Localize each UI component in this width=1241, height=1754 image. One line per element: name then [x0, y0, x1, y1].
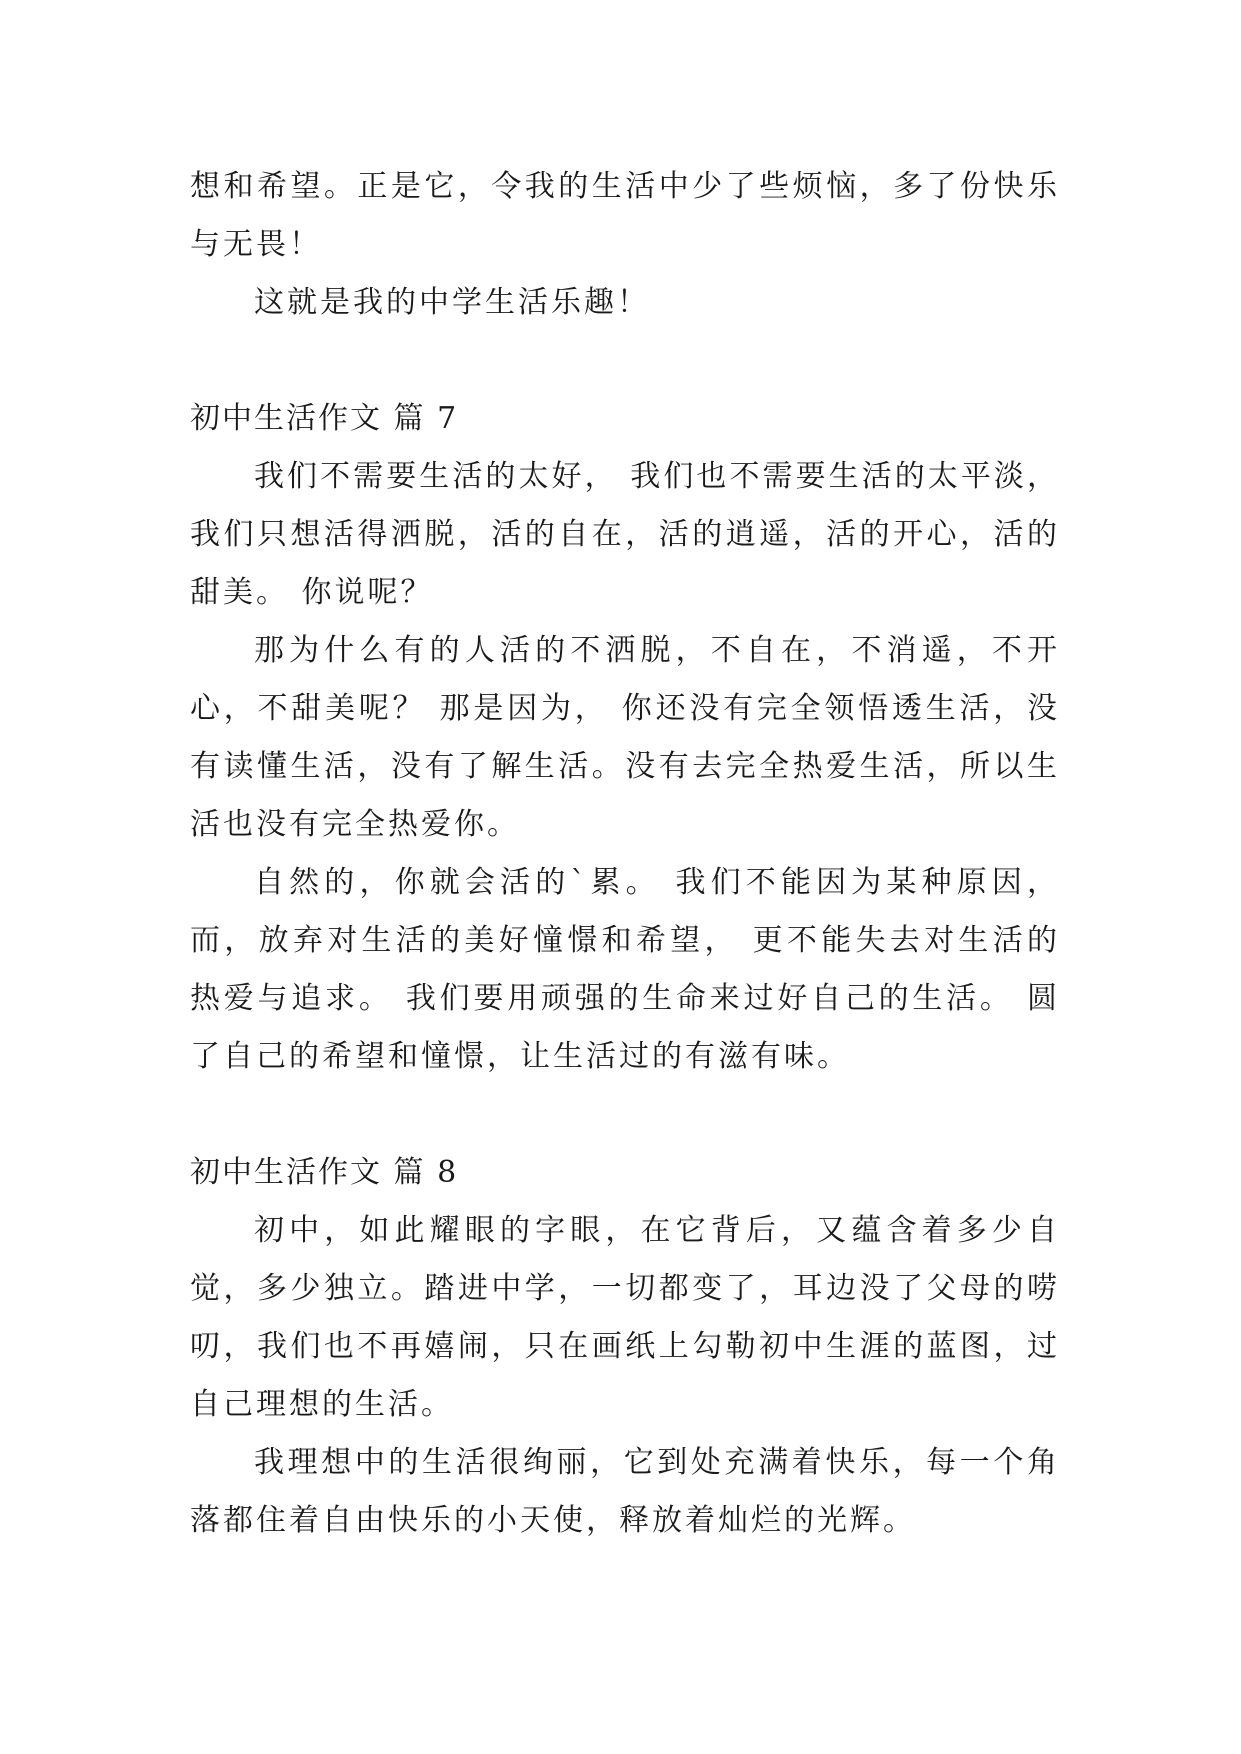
section-heading: 初中生活作文 篇 7: [190, 401, 459, 436]
paragraph: 我理想中的生活很绚丽，它到处充满着快乐，每一个角落都住着自由快乐的小天使，释放着灿烂的光辉。: [190, 1445, 1060, 1538]
paragraph: 初中，如此耀眼的字眼，在它背后，又蕴含着多少自觉，多少独立。踏进中学，一切都变了，耳边没了父母的唠叨，我们也不再嬉闹，只在画纸上勾勒初中生涯的蓝图，过自己理想的生活。: [190, 1213, 1060, 1422]
paragraph: 自然的，你就会活的`累。 我们不能因为某种原因，而，放弃对生活的美好憧憬和希望， 更不能失去对生活的热爱与追求。 我们要用顽强的生命来过好自己的生活。 圆了自己的希望和憧憬，让生活过的有滋有味。: [190, 865, 1060, 1074]
paragraph: 这就是我的中学生活乐趣！: [254, 285, 650, 320]
paragraph: 我们不需要生活的太好， 我们也不需要生活的太平淡，我们只想活得洒脱，活的自在，活的逍遥，活的开心，活的甜美。 你说呢？: [190, 459, 1060, 610]
paragraph: 那为什么有的人活的不洒脱，不自在，不消遥，不开心，不甜美呢？ 那是因为， 你还没有完全领悟透生活，没有读懂生活，没有了解生活。没有去完全热爱生活，所以生活也没有完全热爱你。: [190, 633, 1060, 842]
document-body: [190, 158, 1060, 1550]
section-heading: 初中生活作文 篇 8: [190, 1155, 459, 1190]
paragraph-continued: 想和希望。正是它，令我的生活中少了些烦恼，多了份快乐与无畏！: [190, 169, 1060, 262]
